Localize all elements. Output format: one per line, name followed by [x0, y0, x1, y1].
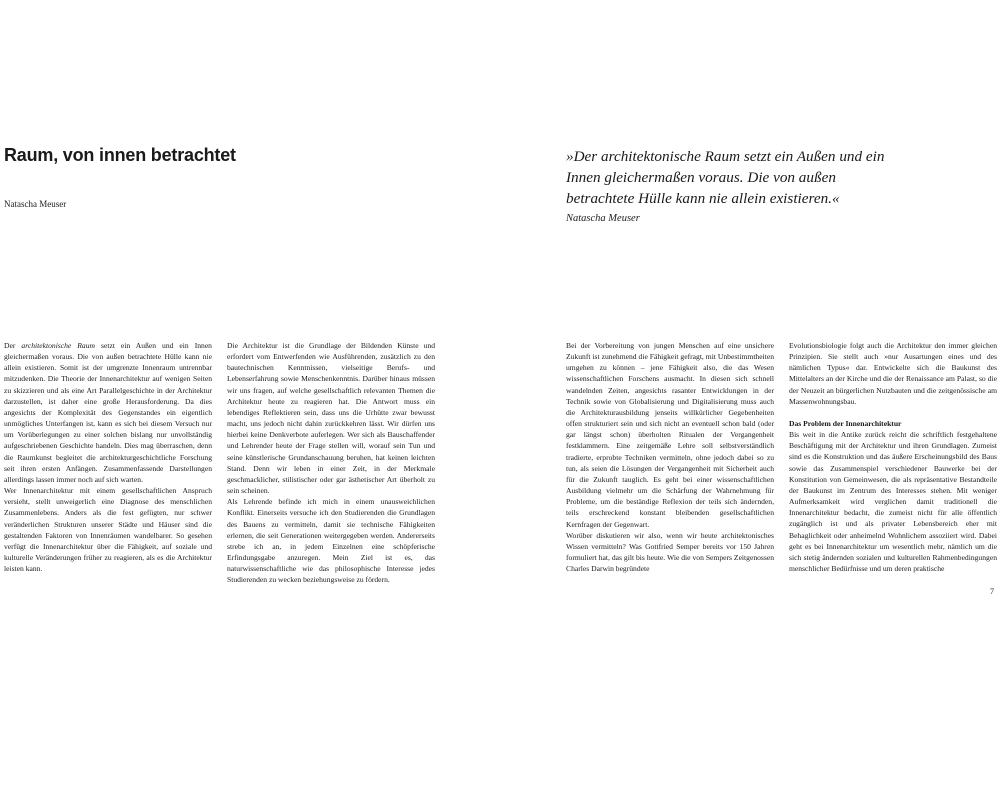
- article-title: Raum, von innen betrachtet: [4, 145, 236, 165]
- text-column-1: [4, 340, 212, 574]
- paragraph: Die Architektur ist die Grundlage der Bildenden Künste und erfordert vom Entwerfenden wie Ausführenden, zusätzlich zu den bautechnischen Kenntnissen, vielseitige Berufs- und Lebenserfahrung sowie Menschenkenntnis. Darüber hinaus müssen wir uns fragen, auf welche gesellschaftlich relevanten Themen die Architektur heute zu reagieren hat. Die Antwort muss ein lebendiges Reflektieren sein, dass uns die Urhütte zwar bewusst macht, uns jedoch nicht dahin zurückkehren lässt. Wir dürfen uns hierbei keine Denkverbote auferlegen. Wer sich als Bauschaffender und Lehrender heute der Frage stellen will, worauf sein Tun und seine künstlerische Grundanschauung beruhen, hat keinen leichten Stand. Denn wir leben in einer Zeit, in der Merkmale geschmacklicher, stilistischer oder gar ästhetischer Art überholt zu sein scheinen.: [227, 341, 435, 496]
- pull-quote: »Der architektonische Raum setzt ein Außen und ein Innen gleichermaßen voraus. Die von außen betrachtete Hülle kann nie allein existieren.«: [566, 148, 885, 207]
- text-column-4: [789, 340, 997, 574]
- paragraph: Evolutionsbiologie folgt auch die Architektur den immer gleichen Prinzipien. Sie stellt auch »nur Ausartungen eines und des nämlichen Typus« dar. Entwickelte sich die Baukunst des Mittelalters an der Kirche und die der Renaissance am Palast, so die der Neuzeit an bürgerlichen Nutzbauten und die zeitgenössische am Massenwohnungsbau.: [789, 341, 997, 406]
- paragraph: Bei der Vorbereitung von jungen Menschen auf eine unsichere Zukunft ist zunehmend die Fähigkeit gefragt, mit Unbestimmtheiten umgehen zu können – jene Fähigkeit also, die das Wesen wissenschaftlichen Forschens ausmacht. In diesen sich schnell wandelnden Zeiten, angesichts rasanter Entwicklungen in der Technik sowie von Globalisierung und Digitalisierung muss auch die Architekturausbildung jenseits willkürlicher Gegebenheiten offen strukturiert sein und sich nicht an eventuell schon bald (oder gar längst schon) überholten Ritualen der Vergangenheit festklammern. Eine zeitgemäße Lehre soll selbstverständlich tradierte, erprobte Techniken vermitteln, ohne jedoch dabei so zu tun, als seien die Lösungen der Vergangenheit mit Sicherheit auch für die Zukunft tauglich. Es geht bei einer wissenschaftlichen Ausbildung vielmehr um die Schärfung der Wahrnehmung für Probleme, um die beständige Reflexion der teils sich ändernden, teils erschreckend konstant bleibenden gesellschaftlichen Kernfragen der Gegenwart.: [566, 341, 774, 529]
- paragraph: Der architektonische Raum setzt ein Außen und ein Innen gleichermaßen voraus. Die von außen betrachtete Hülle kann nie allein existieren. Somit ist der umgrenzte Innenraum untrennbar mitzudenken. Die Theorie der Innenarchitektur auf wenigen Seiten zu skizzieren und als eine Art Parallelgeschichte in der Architektur darzustellen, ist daher eine große Herausforderung. Da dies angesichts der Komplexität des Gegenstandes ein eigentlich unmögliches Unterfangen ist, kann es sich bei diesem Versuch nur um Vorüberlegungen zu einer solchen bislang nur unvollständig aufgeschriebenen Geschichte handeln. Dies mag überraschen, denn die Raumkunst begleitet die architekturgeschichtliche Forschung seit ihren ersten Anfängen. Zusammenfassende Darstellungen allerdings lassen immer noch auf sich warten.: [4, 341, 212, 484]
- paragraph: Wer Innenarchitektur mit einem gesellschaftlichen Anspruch versieht, stellt unweigerlich eine Diagnose des menschlichen Zusammenlebens. Anders als die fest gefügten, nur schwer veränderlichen Strukturen unserer Städte und Häuser sind die gestaltenden Faktoren von Innenräumen wandelbarer. So gesehen verfügt die Innenarchitektur über die Fähigkeit, auf soziale und kulturelle Veränderungen früher zu reagieren, als es die Architektur leisten kann.: [4, 486, 212, 574]
- section-subheading: Das Problem der Innenarchitektur: [789, 418, 902, 428]
- page-number: 7: [990, 587, 994, 596]
- article-author: Natascha Meuser: [4, 199, 67, 209]
- paragraph: Worüber diskutieren wir also, wenn wir heute architektonisches Wissen vermitteln? Was Gottfried Semper bereits vor 150 Jahren formuliert hat, das gilt bis heute. Wie die von Sempers Zeitgenossen Charles Darwin begründete: [566, 530, 774, 574]
- emphasis: architektonische Raum: [21, 341, 96, 350]
- paragraph: Bis weit in die Antike zurück reicht die schriftlich festgehaltene Beschäftigung mit der Architektur und ihren Grundlagen. Zumeist sind es die Konstruktion und das äußere Erscheinungsbild des Baus sowie das Zusammenspiel verschiedener Bauwerke bei der Konstitution von Gemeinwesen, die als repräsentative Bestandteile der Baukunst im Zentrum des Interesses stehen. Mit weniger Aufmerksamkeit wird verglichen damit traditionell die Innenarchitektur bedacht, die zumeist nicht für alle öffentlich zugänglich ist und als privater Lebensbereich eher mit Behaglichkeit oder anheimelnd Wohnlichem assoziiert wird. Dabei geht es bei Innenarchitektur um wesentlich mehr, nämlich um die sich stetig ändernden sozialen und kulturellen Rahmenbedingungen menschlicher Bedürfnisse und um deren praktische: [789, 430, 997, 573]
- text-column-2: [227, 340, 435, 585]
- paragraph: Als Lehrende befinde ich mich in einem unausweichlichen Konflikt. Einerseits versuche ich den Studierenden die Grundlagen des Bauens zu vermitteln, damit sie technische Fähigkeiten erlernen, die seit Generationen weitergegeben werden. Andererseits strebe ich an, in jedem Einzelnen eine schöpferische Erfindungsgabe anzuregen. Mein Ziel ist es, das naturwissenschaftliche wie das philosophische Interesse jedes Studierenden zu wecken beziehungsweise zu fördern.: [227, 497, 435, 585]
- text-column-3: [566, 340, 774, 574]
- pull-quote-author: Natascha Meuser: [566, 213, 640, 224]
